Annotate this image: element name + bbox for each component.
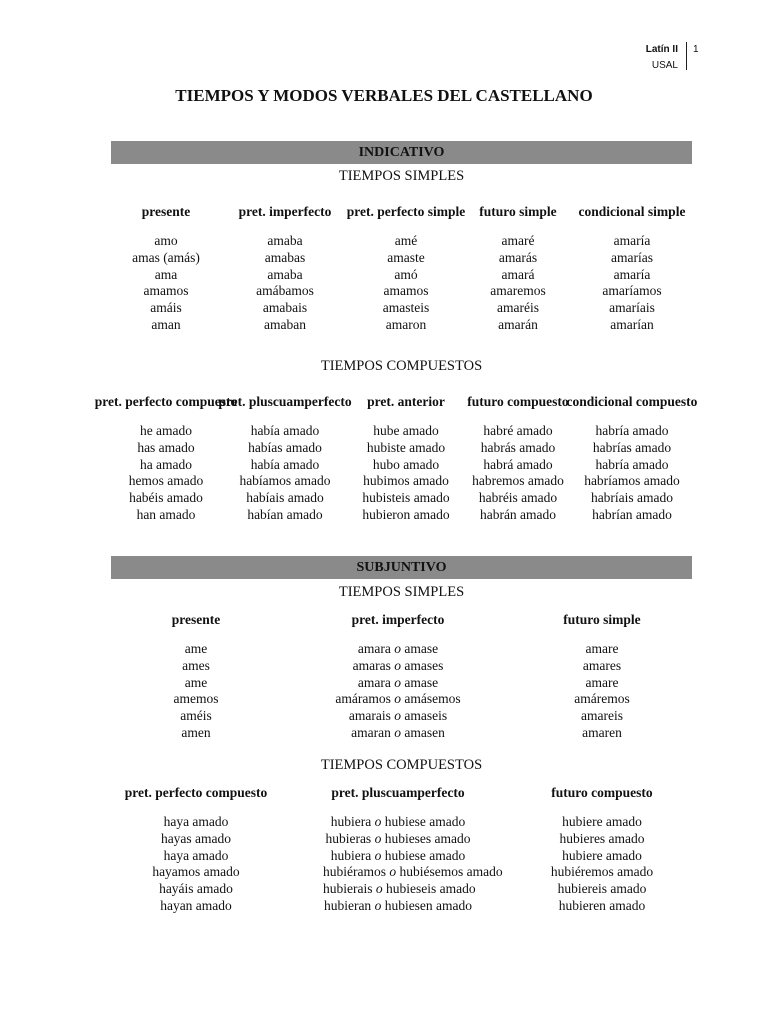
verb-form-variant-a: hubieras (325, 830, 372, 846)
document-title: TIEMPOS Y MODOS VERBALES DEL CASTELLANO (175, 86, 593, 105)
verb-form: hubiere amado (562, 814, 642, 829)
verb-form: hayas amado (160, 830, 232, 846)
column-header: pret. perfecto compuesto (94, 393, 238, 409)
subjuntivo-simples-heading: TIEMPOS SIMPLES (338, 584, 465, 600)
verb-form: habías amado (248, 439, 322, 455)
verb-form: habéis amado (129, 490, 203, 506)
verb-form (323, 658, 473, 675)
column-header: pret. perfecto simple (346, 203, 466, 219)
variant-connector: o (394, 708, 401, 724)
verb-form: amareis (581, 708, 623, 724)
column-forms (557, 233, 707, 334)
verb-form: habremos amado (472, 473, 564, 489)
verb-form: amarán (498, 316, 538, 332)
verb-form: amamos (383, 283, 429, 299)
variant-connector: o (394, 691, 401, 707)
verb-form: habrán amado (479, 506, 557, 522)
column-header: pret. imperfecto (238, 203, 332, 219)
verb-form-variant-a: amara (357, 641, 391, 656)
verb-form (323, 898, 473, 915)
verb-form: amarías (611, 249, 653, 265)
header-divider (686, 42, 687, 70)
verb-form: ha amado (139, 456, 193, 472)
column-header: futuro compuesto (551, 784, 653, 800)
verb-form: han amado (136, 506, 196, 522)
verb-form-variant-b: hubiesen amado (384, 897, 473, 913)
verb-form: habían amado (247, 506, 323, 522)
column-forms (323, 814, 503, 915)
verb-form: amaren (582, 724, 622, 740)
column-header: condicional compuesto (566, 393, 698, 409)
column-1 (121, 774, 271, 915)
verb-form-variant-b: hubiese amado (384, 814, 466, 829)
indicativo-compuestos-heading: TIEMPOS COMPUESTOS (320, 358, 483, 374)
column-header: pret. perfecto compuesto (124, 784, 268, 800)
verb-form: habrá amado (483, 456, 553, 472)
verb-form: hubiéremos amado (550, 864, 654, 880)
variant-connector: o (374, 897, 382, 913)
verb-form-variant-b: amaseis (404, 708, 448, 724)
verb-form: hubimos amado (363, 473, 449, 489)
verb-form-variant-b: hubieseis amado (386, 881, 476, 897)
verb-form (323, 691, 473, 708)
verb-form-variant-a: hubiéramos (323, 864, 386, 880)
verb-form: ame (184, 674, 208, 690)
page-header (620, 42, 700, 72)
verb-form: hubieren amado (558, 897, 646, 913)
verb-form-variant-a: amáramos (335, 691, 391, 707)
verb-form: habrían amado (592, 506, 672, 522)
course-name: Latín II (645, 44, 678, 55)
verb-form: hayáis amado (159, 881, 233, 897)
verb-form (323, 641, 473, 658)
column-1 (121, 601, 271, 742)
verb-form: amabais (262, 300, 308, 316)
verb-form: he amado (139, 423, 193, 438)
verb-form: hubieron amado (362, 506, 450, 522)
variant-connector: o (394, 641, 401, 656)
verb-form: amaremos (490, 283, 546, 299)
column-header: condicional simple (578, 203, 686, 219)
verb-form-variant-a: amarais (348, 708, 391, 724)
verb-form: amaríais (609, 300, 655, 316)
column-5 (557, 193, 707, 334)
header-course-block (646, 42, 678, 74)
verb-form-variant-b: hubiese amado (384, 847, 466, 863)
column-header: presente (171, 611, 221, 627)
column-forms (527, 641, 677, 742)
verb-form: amé (394, 233, 418, 248)
verb-form: amaste (387, 249, 425, 265)
column-header: pret. anterior (367, 393, 445, 409)
verb-form: hubiste amado (366, 439, 446, 455)
variant-connector: o (394, 724, 401, 740)
verb-form (323, 848, 473, 865)
verb-form: hubo amado (372, 456, 440, 472)
verb-form: aman (151, 316, 181, 332)
institution-name: USAL (651, 60, 678, 71)
verb-form (323, 708, 473, 725)
verb-form: amen (181, 724, 211, 740)
verb-form-variant-b: amasen (404, 724, 445, 740)
verb-form: amáis (150, 300, 182, 316)
verb-form: amaría (613, 266, 651, 282)
verb-form: améis (180, 708, 212, 724)
variant-connector: o (374, 847, 382, 863)
verb-form-variant-a: hubiera (330, 847, 372, 863)
verb-form-variant-a: amaran (351, 724, 391, 740)
verb-form: habréis amado (478, 490, 558, 506)
verb-form: amaron (385, 316, 427, 332)
column-forms (121, 814, 271, 915)
verb-form: amo (154, 233, 178, 248)
verb-form: amare (585, 641, 619, 656)
verb-form: amáremos (574, 691, 630, 707)
verb-form-variant-a: hubierais (323, 881, 373, 897)
verb-form (323, 675, 473, 692)
verb-form: hayamos amado (152, 864, 240, 880)
column-5 (557, 383, 707, 524)
verb-form-variant-b: amásemos (404, 691, 461, 707)
verb-form: habré amado (483, 423, 553, 438)
variant-connector: o (394, 674, 401, 690)
verb-form: hayan amado (160, 897, 232, 913)
verb-form: habíamos amado (239, 473, 331, 489)
verb-form: amaríamos (602, 283, 662, 299)
verb-form: habríamos amado (584, 473, 680, 489)
verb-form: amemos (173, 691, 219, 707)
column-header: futuro simple (479, 203, 557, 219)
verb-form: había amado (250, 456, 320, 472)
column-2 (323, 774, 503, 915)
verb-form: habrás amado (480, 439, 556, 455)
verb-form: amares (582, 657, 622, 673)
column-forms (527, 814, 677, 915)
verb-form: amamos (143, 283, 189, 299)
variant-connector: o (374, 814, 382, 829)
verb-form: ama (154, 266, 178, 282)
indicativo-simples-heading: TIEMPOS SIMPLES (338, 168, 465, 184)
variant-connector: o (394, 657, 401, 673)
verb-form: amaréis (497, 300, 539, 316)
verb-form: habrías amado (592, 439, 672, 455)
verb-form (323, 725, 473, 742)
verb-form: había amado (250, 423, 320, 438)
verb-form: has amado (137, 439, 195, 455)
verb-form (323, 864, 503, 881)
verb-form: hubisteis amado (362, 490, 450, 506)
subjuntivo-compuestos-heading: TIEMPOS COMPUESTOS (320, 757, 483, 773)
verb-form-variant-a: hubiera (330, 814, 372, 829)
column-header: pret. imperfecto (351, 611, 445, 627)
column-header: futuro compuesto (467, 393, 569, 409)
verb-form: hubiere amado (562, 847, 642, 863)
verb-form (323, 881, 476, 898)
variant-connector: o (375, 881, 383, 897)
variant-connector: o (374, 830, 382, 846)
indicativo-band: INDICATIVO (111, 141, 692, 164)
verb-form: amó (394, 266, 418, 282)
verb-form: habría amado (595, 423, 669, 438)
page-number: 1 (693, 44, 699, 55)
column-header: presente (141, 203, 191, 219)
verb-form-variant-b: amases (404, 657, 444, 673)
column-header: pret. pluscuamperfecto (331, 784, 465, 800)
verb-form: hubieres amado (559, 830, 645, 846)
verb-form: amasteis (382, 300, 430, 316)
verb-form-variant-a: amaras (352, 657, 391, 673)
verb-form: habría amado (595, 456, 669, 472)
verb-form: amaré (501, 233, 535, 248)
verb-form: ames (182, 657, 210, 673)
verb-form: hubiereis amado (557, 881, 647, 897)
verb-form: amaba (267, 266, 303, 282)
verb-form: haya amado (163, 814, 229, 829)
column-forms (323, 641, 473, 742)
verb-form: amas (amás) (132, 249, 200, 265)
column-header: futuro simple (563, 611, 641, 627)
verb-form-variant-a: amara (357, 674, 391, 690)
verb-form-variant-b: amase (404, 674, 439, 690)
verb-form (323, 814, 473, 831)
column-2 (323, 601, 473, 742)
column-forms (121, 641, 271, 742)
variant-connector: o (389, 864, 397, 880)
verb-form: hemos amado (128, 473, 204, 489)
verb-form: ame (184, 641, 208, 656)
verb-form: amará (501, 266, 535, 282)
verb-form: amaba (267, 233, 303, 248)
verb-form-variant-b: hubiésemos amado (399, 864, 503, 880)
column-forms (557, 423, 707, 524)
verb-form: amaban (264, 316, 306, 332)
verb-form-variant-b: hubieses amado (384, 830, 471, 846)
column-header: pret. pluscuamperfecto (218, 393, 352, 409)
verb-form: hube amado (373, 423, 439, 438)
verb-form (323, 831, 473, 848)
subjuntivo-band: SUBJUNTIVO (111, 556, 692, 579)
verb-form: amare (585, 674, 619, 690)
verb-form: amarás (498, 249, 538, 265)
column-3 (527, 601, 677, 742)
column-3 (527, 774, 677, 915)
verb-form: amarían (610, 316, 654, 332)
verb-form: haya amado (163, 847, 229, 863)
verb-form: amaría (613, 233, 651, 248)
verb-form: amabas (264, 249, 306, 265)
verb-form-variant-b: amase (404, 641, 439, 656)
verb-form: amábamos (256, 283, 314, 299)
verb-form-variant-a: hubieran (323, 897, 372, 913)
verb-form: habíais amado (246, 490, 324, 506)
verb-form: habríais amado (590, 490, 674, 506)
